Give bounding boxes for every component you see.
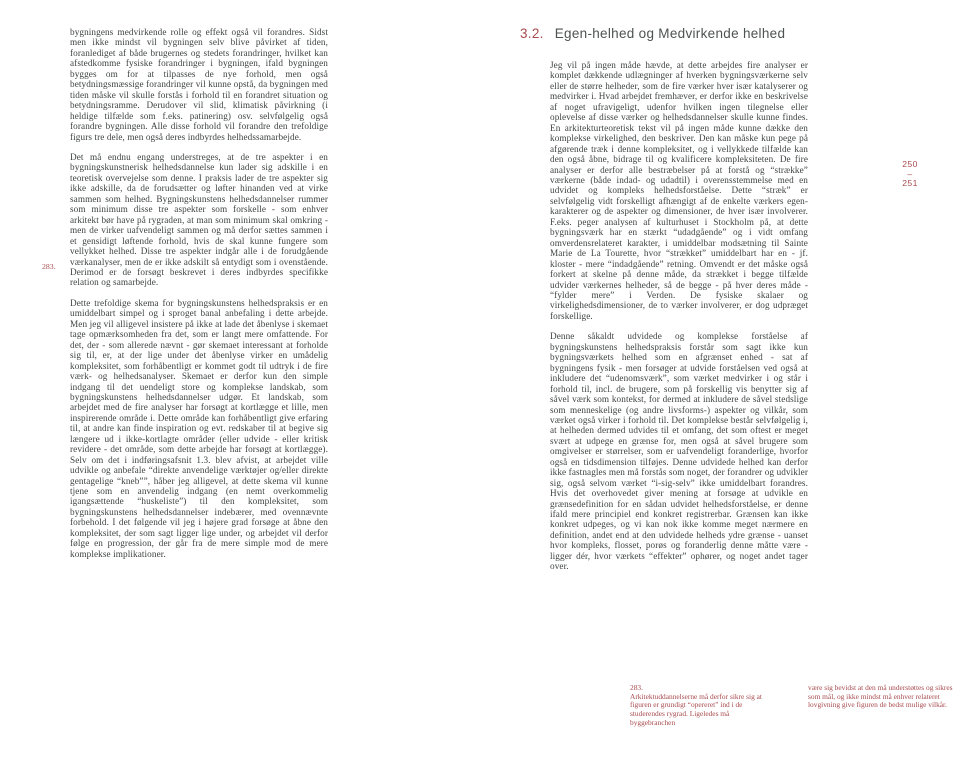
footnote-number: 283. [630,683,643,692]
page-number-block [892,160,928,189]
paragraph: Denne såkaldt udvidede og komplekse forståelse af bygningskunstens helhedspraksis forstår som sagt ikke kun bygningsværkets helhed som en afgrænset enhed - sat af bygningens fysik - men forsøger at udvide forståelsen ved også at inkludere det “udenomsværk”, som værket medvirker i og står i forhold til, incl. de brugere, som på forskellig vis benytter sig af såvel værk som kontekst, for dermed at inkludere de såvel stedslige som menneskelige (og andre livsforms-) aspekter og vilkår, som værket også virker i forhold til. Det komplekse består selvfølgelig i, at helheden dermed udvides til et omfang, det som oftest er meget svært at udpege en grænse for, men også at såvel brugere som omgivelser er størrelser, som er uafvendeligt foranderlige, hvorfor også en tidsdimension tilføjes. Denne udvidede helhed kan derfor ikke fastnagles men må forstås som noget, der forandrer og udvikler sig, også selvom værket “i-sig-selv” ikke umiddelbart forandres. Hvis det overhovedet giver mening at forsøge at udvikle en grænsedefinition for en sådan udvidet helhedsforståelse, er denne ifald mere principiel end konkret registrerbar. Grænsen kan ikke konkret udpeges, og vi kan nok ikke komme meget nærmere en definition, andet end at den udvidede helheds ydre grænse - uanset hvor kompleks, flosset, porøs og foranderlig denne måtte være - ligger dér, hvor værkets “effekter” ophører, og noget andet tager over. [550,331,808,572]
footnote-text-2: være sig bevidst at den må understøttes og sikres som mål, og ikke mindst må enhver relateret lovgivning give figuren de bedst mulige vilkår. [808,683,953,710]
left-page-column [70,27,328,559]
margin-note: 283. [42,262,56,271]
paragraph: Det må endnu engang understreges, at de tre aspekter i en bygningskunstnerisk helhedsdannelse kun lader sig adskille i en teoretisk overvejelse som denne. I praksis lader de tre aspekter sig ikke adskille, da de forudsætter og løfter hinanden ved at virke sammen som helhed. Bygningskunstens helhedsdannelser rummer som minimum disse tre aspekter som forskelle - som enhver arkitekt bør have på rygraden, at man som minimum skal omkring - men de virker uafvendeligt sammen og må derfor sættes sammen i et gensidigt løftende forhold, hvis de skal kunne fungere som vellykket helhed. Disse tre aspekter indgår alle i de forudgående værkanalyser, men de er ikke adskilt så entydigt som i ovenstående. Derimod er de forsøgt beskrevet i deres indbyrdes specifikke relation og samarbejde. [70,151,328,288]
paragraph: bygningens medvirkende rolle og effekt også vil forandres. Sidst men ikke mindst vil bygningen selv blive påvirket af tiden, foranlediget af både brugernes og stedets forandringer, hvilket kan afstedkomme fysiske forandringer i bygningen, ifald bygningen bygges om for at tilpasses de nye forhold, men også betydningsmæssige forandringer vil kunne opstå, da bygningen med tiden måske vil skulle forstås i forhold til en forandret situation og betydningsramme. Derudover vil slid, klimatisk påvirkning (i heldige tilfælde som f.eks. patinering) osv. selvfølgelig også forandre bygningen. Alle disse forhold vil forandre den trefoldige figurs tre dele, men også deres indbyrdes helhedssamarbejde. [70,27,328,142]
section-heading [520,26,785,41]
page-number-separator: – [907,168,913,179]
section-title: Egen-helhed og Medvirkende helhed [554,26,786,41]
footnote-column-2 [808,684,958,710]
footnote-column-1 [630,684,771,728]
paragraph: Jeg vil på ingen måde hævde, at dette arbejdes fire analyser er komplet dækkende udlægninger af hverken bygningsværkerne selv eller de større helheder, som de fire værker hver især katalyserer og medvirker i. Hvad arbejdet fremhæver, er derfor ikke en beskrivelse af noget ufravigeligt, udenfor hvilken ingen tilegnelse eller oplevelse af disse værker og helhedsdannelser skulle kunne findes. En arkitekturteoretisk tekst vil på ingen måde kunne dække den komplekse virkelighed, den beskriver. Den kan måske kun pege på afgørende træk i denne kompleksitet, og i vellykkede tilfælde kan den også åbne, bidrage til og kvalificere kompleksiteten. De fire analyser er derfor alle bestræbelser på at forstå og “strække” værkerne (både indad- og udadtil) i overensstemmelse med en udvidet og kompleks helhedsforståelse. Dette “stræk” er selvfølgelig vidt forskelligt afhængigt af de enkelte værkers egen-karakterer og de aspekter og dimensioner, de hver især involverer. F.eks. peger analysen af kulturhuset i Stockholm på, at dette bygningsværk har en stærkt “udadgående” og i vidt omfang omverdensrelateret karakter, i umiddelbar modsætning til Sainte Marie de La Tourette, hvor “strækket” umiddelbart har en - jf. kloster - mere “indadgående” retning. Omvendt er det måske også forkert at skelne på denne måde, da strækket i begge tilfælde udvider værkernes helheder, så de begge - på hver deres måde - “fylder mere” i Verden. De fysiske skalaer og virkelighedsdimensioner, de to værker involverer, er dog udpræget forskellige. [550,60,808,321]
section-number: 3.2. [520,26,544,41]
page-number-top: 250 [902,159,918,169]
page-number-bottom: 251 [902,178,918,189]
right-page-column [550,60,808,572]
paragraph: Dette trefoldige skema for bygningskunstens helhedspraksis er en umiddelbart simpel og i sproget banal anbefaling i dette arbejde. Men jeg vil alligevel insistere på ikke at lade det åbenlyse i skemaet tage opmærksomheden fra det, som er langt mere omfattende. For det, der - som allerede nævnt - gør skemaet interessant at forholde sig til, er, at der lige under det åbenlyse virker en umådelig kompleksitet, som forhåbentligt er kommet godt til udtryk i de fire værk- og helhedsanalyser. Skemaet er derfor kun den simple indgang til det uendeligt store og komplekse landskab, som bygningskunstens helhedsdannelser udgør. Et landskab, som arbejdet med de fire analyser har forsøgt at kortlægge et lille, men inspirerende område i. Dette område kan forhåbentligt give erfaring til, at andre kan finde inspiration og evt. redskaber til at begive sig længere ud i ikke-kortlagte områder (eller udvide - eller kritisk revidere - det område, som dette arbejde har forsøgt at kortlægge). Selv om det i indføringsafsnit 1.3. blev afvist, at arbejdet ville udvikle og anbefale “direkte anvendelige værktøjer og/eller direkte gentagelige “kneb””, håber jeg alligevel, at dette skema vil kunne tjene som en anvendelig indgang (en nemt overkommelig igangsættende “huskeliste”) til den kompleksitet, som bygningskunstens helhedsdannelser indebærer, med ovennævnte forbehold. I det følgende vil jeg i højere grad forsøge at åbne den kompleksitet, der som sagt ligger lige under, og arbejdet vil derfor følge en progression, der går fra de mere simple mod de mere komplekse implikationer. [70,297,328,559]
footnote-text-1: Arkitektuddannelserne må derfor sikre sig at figuren er grundigt “opereret” ind i de studerendes rygrad. Ligeledes må byggebranchen [630,691,762,727]
